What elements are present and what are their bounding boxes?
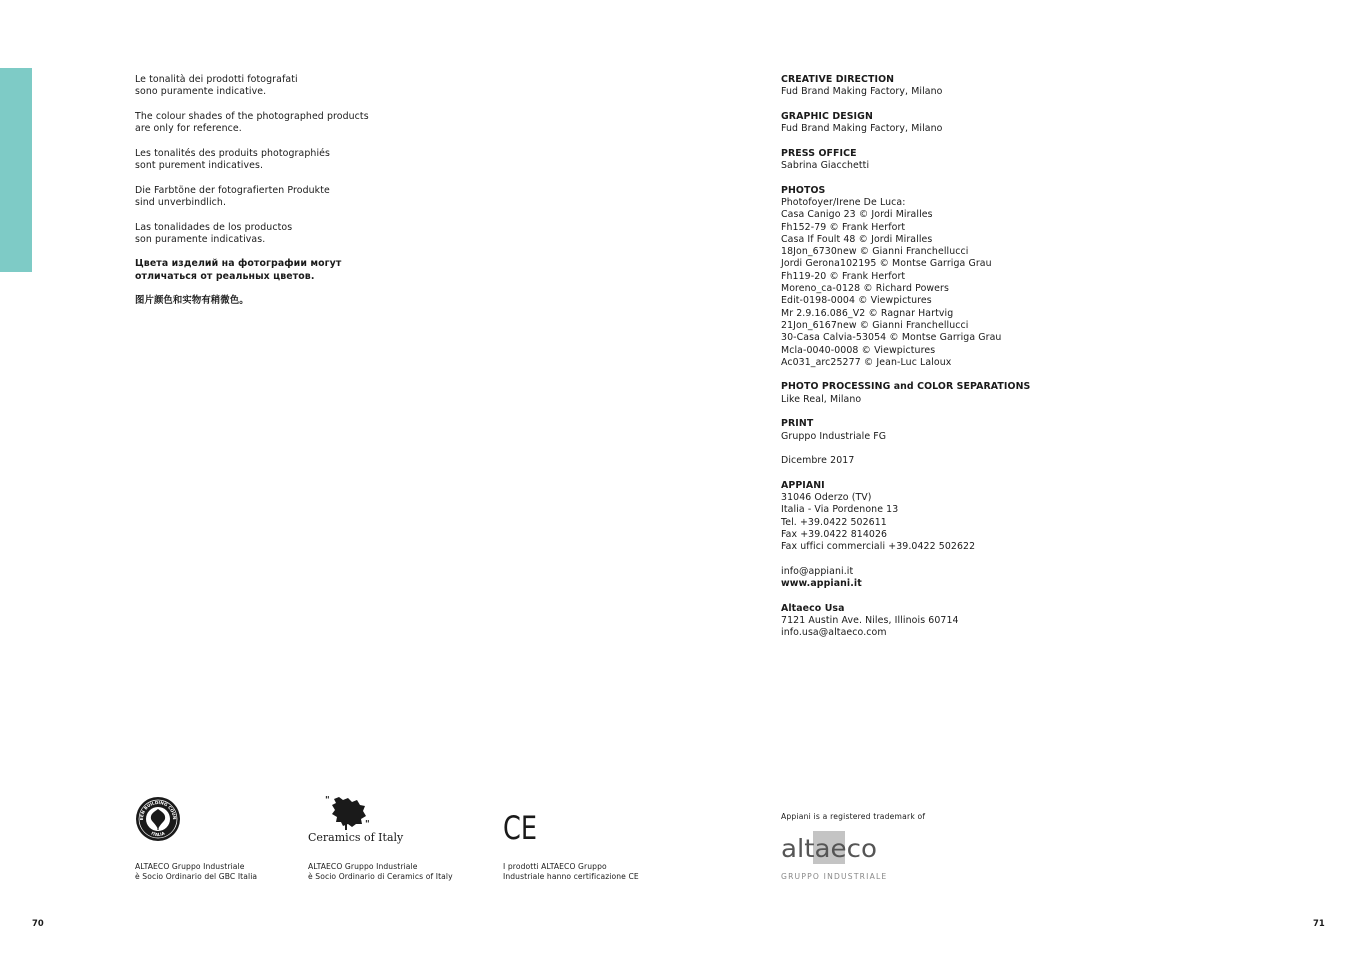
- contact-links: [781, 566, 1111, 591]
- disclaimer-english: The colour shades of the photographed products are only for reference.: [135, 110, 369, 135]
- svg-text:ITALIA: ITALIA: [150, 830, 166, 838]
- credit-text: Fud Brand Making Factory, Milano: [781, 123, 943, 135]
- ceramics-of-italy-logo: [308, 796, 404, 844]
- svg-text:altaeco: altaeco: [781, 834, 877, 863]
- page-number-left: 70: [32, 918, 44, 928]
- gbc-italia-logo: [135, 796, 181, 842]
- appiani-address: [781, 480, 1111, 554]
- credit-text: Sabrina Giacchetti: [781, 160, 870, 172]
- ce-mark-icon: [503, 809, 539, 847]
- address-lines: 31046 Oderzo (TV) Italia - Via Pordenone 13 Tel. +39.0422 502611 Fax +39.0422 814026 Fax uffici commerciali +39.0422 502622: [781, 492, 976, 553]
- gbc-caption: ALTAECO Gruppo Industriale è Socio Ordinario del GBC Italia: [135, 862, 258, 881]
- svg-text:": ": [325, 796, 330, 806]
- cei-caption: ALTAECO Gruppo Industriale è Socio Ordinario di Ceramics of Italy: [308, 862, 453, 881]
- credit-photo-processing: [781, 381, 1111, 406]
- credit-heading: PHOTO PROCESSING and COLOR SEPARATIONS: [781, 381, 1031, 393]
- ce-caption: I prodotti ALTAECO Gruppo Industriale hanno certificazione CE: [503, 862, 639, 881]
- email-link[interactable]: info@appiani.it: [781, 565, 854, 577]
- altaeco-usa-address: [781, 603, 1111, 640]
- credit-heading: GRAPHIC DESIGN: [781, 110, 873, 122]
- website-link[interactable]: www.appiani.it: [781, 578, 862, 590]
- credit-photos: [781, 185, 1111, 369]
- credit-heading: CREATIVE DIRECTION: [781, 74, 895, 85]
- credit-text: Gruppo Industriale FG: [781, 430, 887, 442]
- date-text: Dicembre 2017: [781, 455, 855, 467]
- accent-bar: [0, 68, 32, 272]
- credit-text: Fud Brand Making Factory, Milano: [781, 86, 943, 98]
- page-number-right: 71: [1313, 918, 1325, 928]
- publication-date: [781, 455, 1111, 467]
- credit-print: [781, 418, 1111, 443]
- photo-credits-list: Photofoyer/Irene De Luca: Casa Canigo 23 © Jordi Miralles Fh152-79 © Frank Herfort Casa If Foult 48 © Jordi Miralles 18Jon_6730new © Gianni Franchellucci Jordi Gerona102195 © Montse Garriga Grau Fh119-20 © Frank Herfort Moreno_ca-0128 © Richard Powers Edit-0198-0004 © Viewpictures Mr 2.9.16.086_V2 © Ragnar Hartvig 21Jon_6167new © Gianni Franchellucci 30-Casa Calvia-53054 © Montse Garriga Grau Mcla-0040-0008 © Viewpictures Ac031_arc25277 © Jean-Luc Laloux: [781, 196, 1002, 368]
- credit-creative-direction: [781, 74, 1111, 99]
- credit-press-office: [781, 148, 1111, 173]
- disclaimer-french: Les tonalités des produits photographiés sont purement indicatives.: [135, 147, 331, 172]
- svg-text:CE: CE: [503, 809, 537, 847]
- disclaimer-german: Die Farbtöne der fotografierten Produkte sind unverbindlich.: [135, 184, 330, 208]
- trademark-note: Appiani is a registered trademark of: [781, 812, 926, 821]
- svg-text:GREEN BUILDING COUNCIL: EEN BUILDING COUN: [138, 799, 178, 821]
- disclaimer-spanish: Las tonalidades de los productos son puramente indicativas.: [135, 221, 293, 245]
- disclaimer-russian: Цвета изделий на фотографии могут отличаться от реальных цветов.: [135, 258, 342, 282]
- credit-text: Like Real, Milano: [781, 393, 862, 405]
- credits-column: [781, 74, 1111, 652]
- color-disclaimers: [135, 74, 435, 320]
- altaeco-logo: [781, 830, 881, 866]
- credit-heading: PHOTOS: [781, 184, 826, 196]
- credit-graphic-design: [781, 111, 1111, 136]
- credit-heading: PRINT: [781, 418, 814, 430]
- svg-text:Ceramics of Italy: Ceramics of Italy: [308, 831, 404, 844]
- disclaimer-italian: Le tonalità dei prodotti fotografati sono puramente indicative.: [135, 74, 298, 98]
- company-name: Altaeco Usa: [781, 602, 845, 614]
- credit-heading: PRESS OFFICE: [781, 147, 857, 159]
- svg-text:": ": [365, 820, 370, 830]
- disclaimer-chinese: 图片颜色和实物有稍微色。: [135, 295, 249, 307]
- address-lines: 7121 Austin Ave. Niles, Illinois 60714 info.usa@altaeco.com: [781, 615, 959, 639]
- altaeco-group-label: GRUPPO INDUSTRIALE: [781, 872, 888, 881]
- company-name: APPIANI: [781, 479, 825, 491]
